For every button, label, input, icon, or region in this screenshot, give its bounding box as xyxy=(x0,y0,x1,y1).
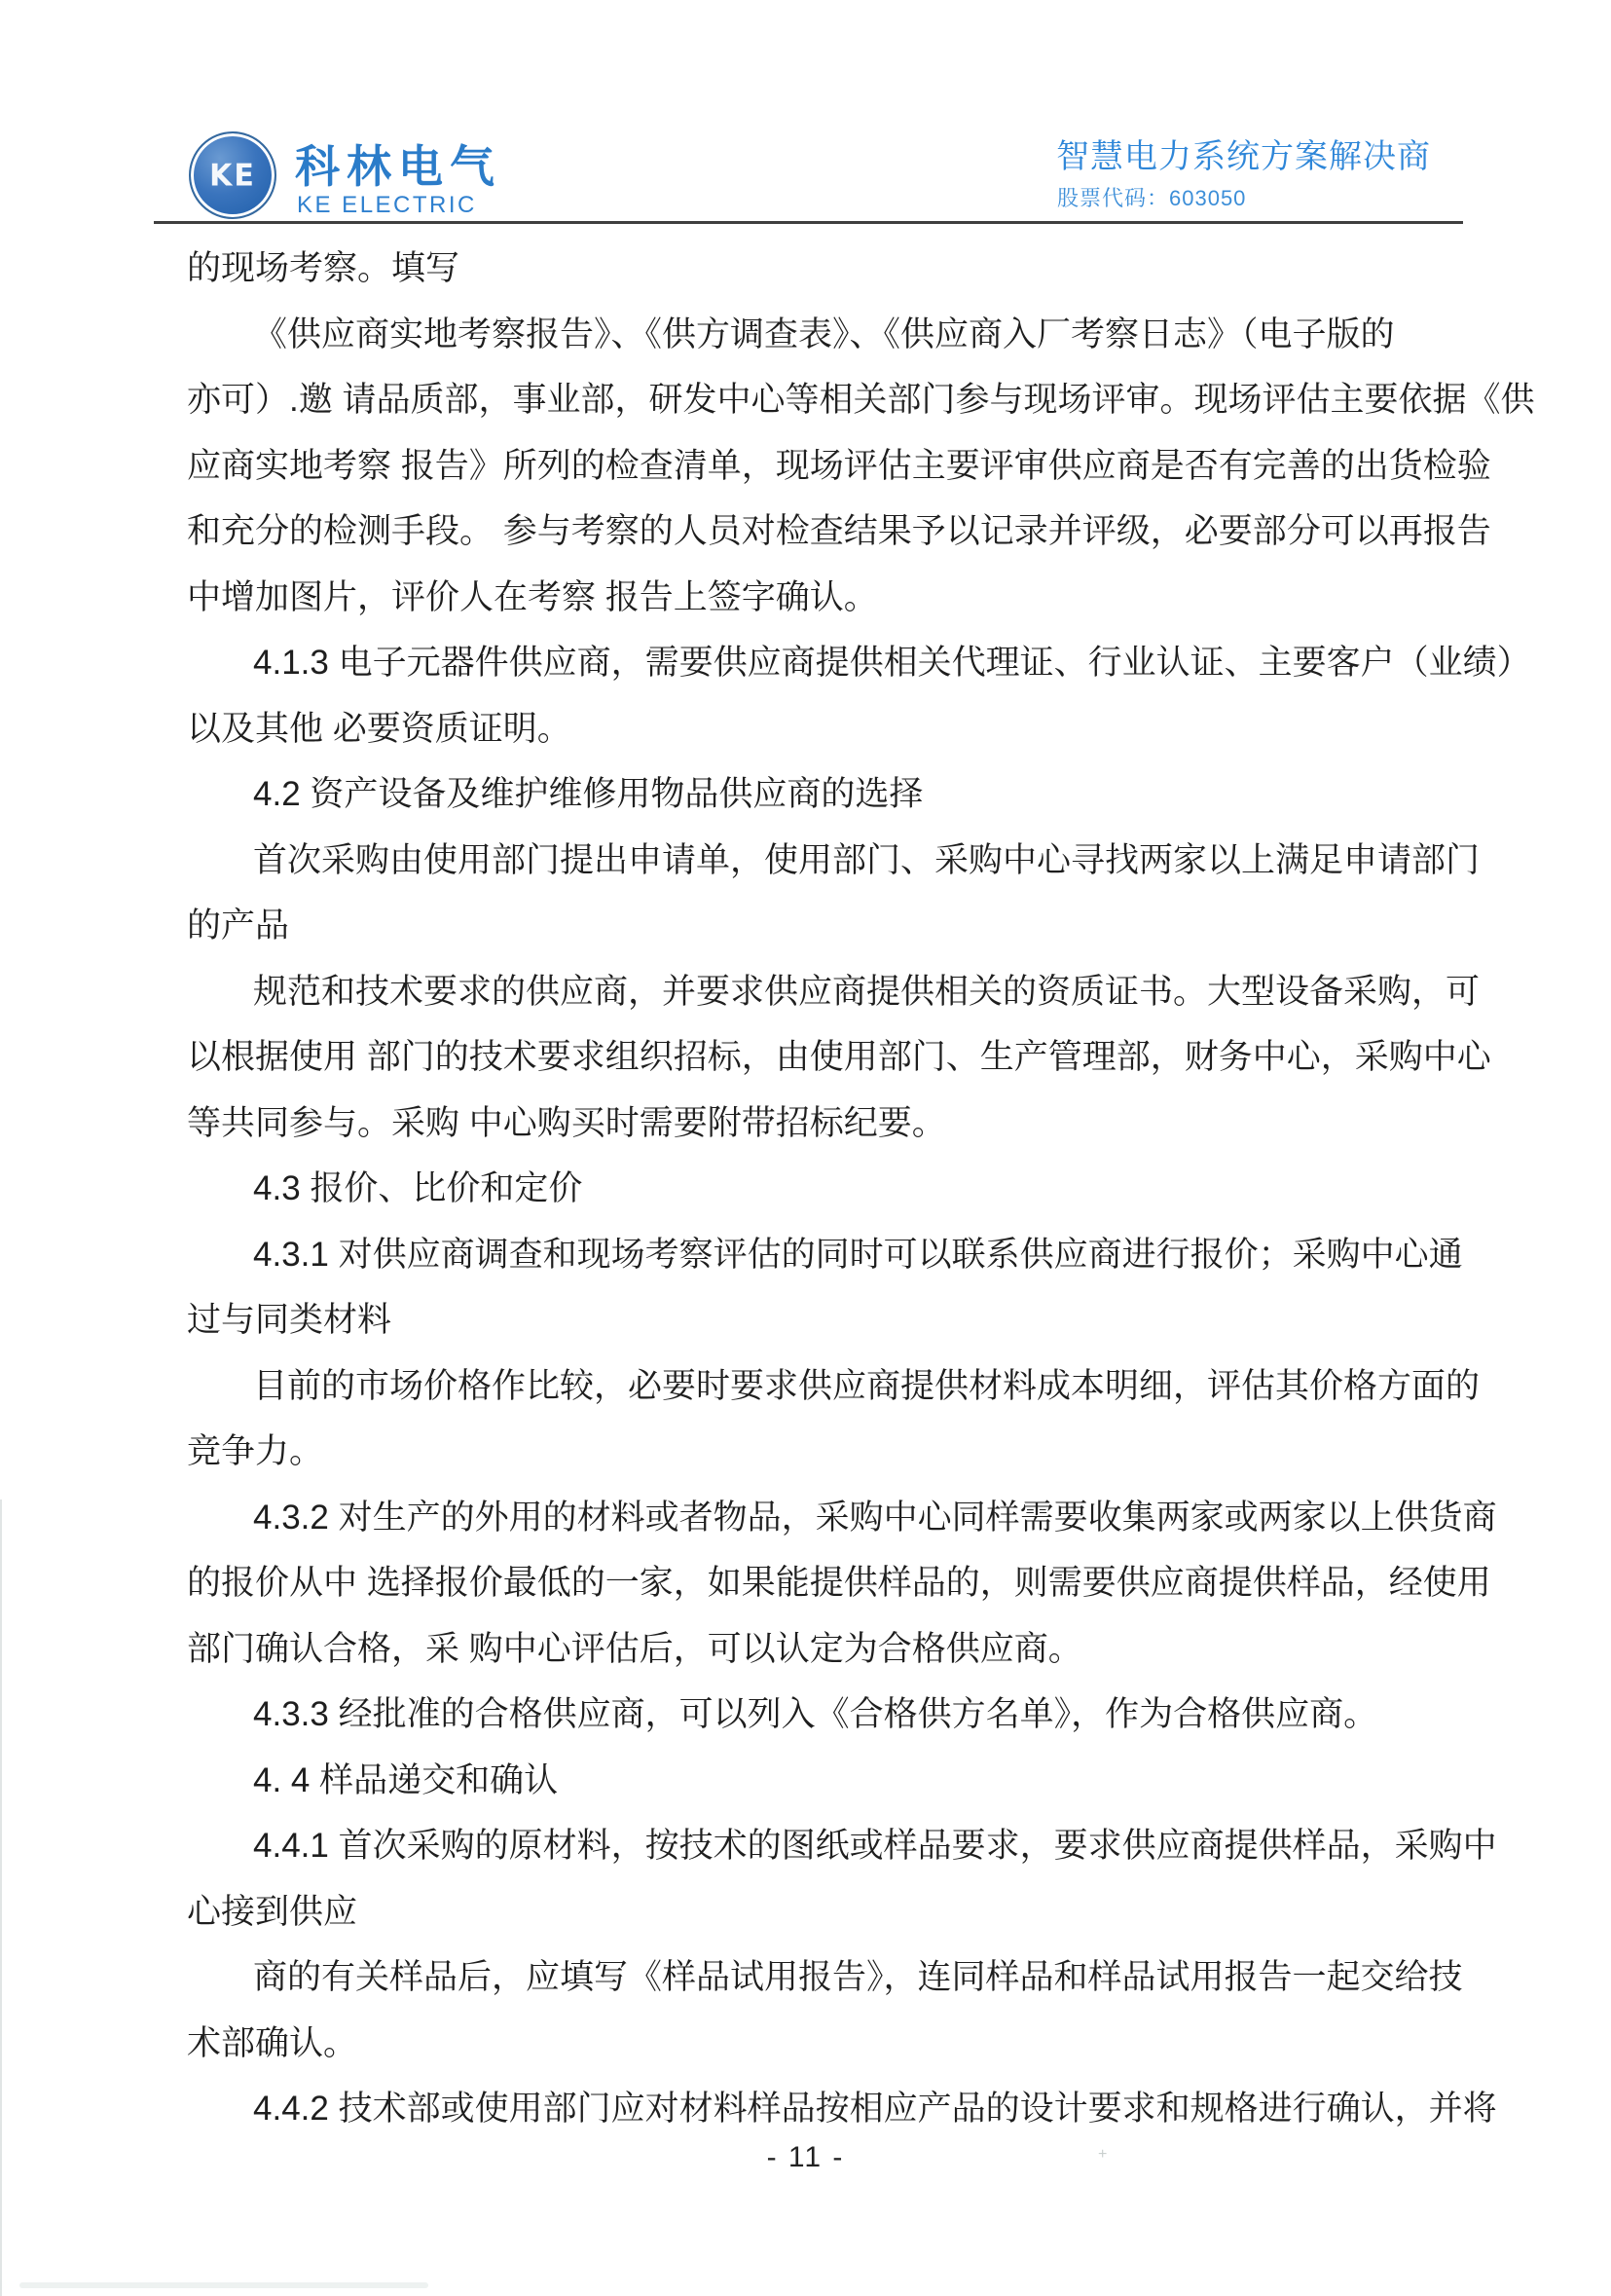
text-line: 4.3.2 对生产的外用的材料或者物品，采购中心同样需要收集两家或两家以上供货商 xyxy=(253,1498,1497,1537)
text-line: 以及其他 必要资质证明。 xyxy=(187,709,571,748)
text-line: 目前的市场价格作比较，必要时要求供应商提供材料成本明细，评估其价格方面的 xyxy=(253,1366,1481,1405)
text-line: 4. 4 样品递交和确认 xyxy=(253,1760,559,1799)
scan-edge-artifact xyxy=(0,1500,2,2296)
text-line: 首次采购由使用部门提出申请单，使用部门、采购中心寻找两家以上满足申请部门 xyxy=(253,840,1481,879)
text-line: 4.3.1 对供应商调查和现场考察评估的同时可以联系供应商进行报价；采购中心通 xyxy=(253,1235,1463,1274)
page-number: - 11 - xyxy=(766,2141,845,2173)
company-name-english: KE ELECTRIC xyxy=(297,192,477,218)
text-line: 以根据使用 部门的技术要求组织招标，由使用部门、生产管理部，财务中心，采购中心 xyxy=(187,1038,1491,1076)
text-line: 的现场考察。填写 xyxy=(187,249,460,287)
text-line: 4.1.3 电子元器件供应商，需要供应商提供相关代理证、行业认证、主要客户（业绩） xyxy=(253,644,1531,682)
text-line: 和充分的检测手段。 参与考察的人员对检查结果予以记录并评级，必要部分可以再报告 xyxy=(187,512,1491,550)
header-divider xyxy=(154,221,1463,224)
text-line: 规范和技术要求的供应商，并要求供应商提供相关的资质证书。大型设备采购，可 xyxy=(253,972,1481,1011)
text-line: 商的有关样品后，应填写《样品试用报告》，连同样品和样品试用报告一起交给技 xyxy=(253,1958,1463,1996)
text-line: 竞争力。 xyxy=(187,1432,324,1470)
text-line: 过与同类材料 xyxy=(187,1301,392,1339)
scan-bottom-artifact xyxy=(19,2282,428,2288)
text-line: 心接到供应 xyxy=(187,1892,358,1931)
text-line: 4.3.3 经批准的合格供应商，可以列入《合格供方名单》，作为合格供应商。 xyxy=(253,1695,1378,1733)
text-line: 等共同参与。采购 中心购买时需要附带招标纪要。 xyxy=(187,1103,946,1142)
company-logo xyxy=(189,131,276,219)
text-line: 《供应商实地考察报告》、《供方调查表》、《供应商入厂考察日志》（电子版的 xyxy=(253,315,1395,353)
text-line: 亦可）.邀 请品质部，事业部，研发中心等相关部门参与现场评审。现场评估主要依据《供 xyxy=(187,381,1535,419)
scan-speck-artifact: + xyxy=(1098,2146,1108,2163)
text-line: 的报价从中 选择报价最低的一家，如果能提供样品的，则需要供应商提供样品，经使用 xyxy=(187,1564,1491,1602)
company-tagline: 智慧电力系统方案解决商 xyxy=(1056,138,1431,175)
text-line: 4.3 报价、比价和定价 xyxy=(253,1169,583,1207)
company-name-chinese: 科林电气 xyxy=(295,141,501,192)
text-line: 4.4.2 技术部或使用部门应对材料样品按相应产品的设计要求和规格进行确认，并将 xyxy=(253,2090,1497,2128)
text-line: 4.4.1 首次采购的原材料，按技术的图纸或样品要求，要求供应商提供样品，采购中 xyxy=(253,1827,1497,1865)
text-line: 部门确认合格，采 购中心评估后，可以认定为合格供应商。 xyxy=(187,1629,1082,1668)
text-line: 应商实地考察 报告》所列的检查清单，现场评估主要评审供应商是否有完善的出货检验 xyxy=(187,446,1491,485)
logo-ke-monogram: KE xyxy=(209,157,256,194)
text-line: 中增加图片，评价人在考察 报告上签字确认。 xyxy=(187,577,878,616)
text-line: 的产品 xyxy=(187,907,290,944)
text-line: 4.2 资产设备及维护维修用物品供应商的选择 xyxy=(253,775,924,813)
text-line: 术部确认。 xyxy=(187,2023,358,2062)
stock-code: 股票代码：603050 xyxy=(1057,186,1247,210)
document-body xyxy=(187,236,1535,2142)
